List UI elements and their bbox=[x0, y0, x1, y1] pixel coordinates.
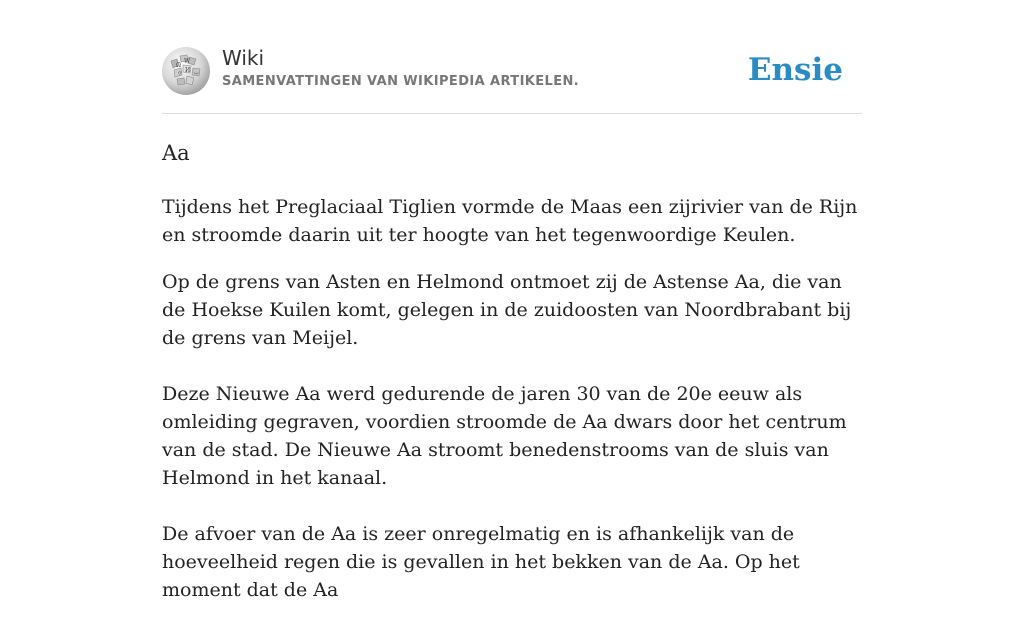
svg-text:ب: ب bbox=[194, 70, 199, 76]
article-content bbox=[162, 136, 866, 623]
site-header bbox=[162, 45, 862, 114]
article-title: Aa bbox=[162, 141, 190, 165]
svg-text:ウ: ウ bbox=[177, 71, 183, 77]
site-tagline: SAMENVATTINGEN VAN WIKIPEDIA ARTIKELEN. bbox=[222, 74, 580, 89]
article-paragraph: Deze Nieuwe Aa werd gedurende de jaren 30 van de 20e eeuw als omleiding gegraven, voordien stroomde de Aa dwars door het centrum van de stad. De Nieuwe Aa stroomt benedenstrooms van de sluis van Helmond in het kanaal. bbox=[162, 383, 847, 489]
article-paragraph: Op de grens van Asten en Helmond ontmoet zij de Astense Aa, die van de Hoekse Kuilen komt, gelegen in de zuidoosten van Noordbrabant bij de grens van Meijel. bbox=[162, 271, 852, 349]
site-name[interactable]: Wiki bbox=[222, 46, 265, 70]
svg-text:И: И bbox=[185, 67, 191, 74]
ensie-logo[interactable]: Ensie bbox=[747, 52, 843, 88]
svg-text:Ω: Ω bbox=[176, 62, 181, 69]
article-paragraph: Tijdens het Preglaciaal Tiglien vormde de Maas een zijrivier van de Rijn en stroomde daarin uit ter hoogte van het tegenwoordige Keulen. bbox=[162, 196, 858, 246]
article-paragraph: De afvoer van de Aa is zeer onregelmatig en is afhankelijk van de hoeveelheid regen die is gevallen in het bekken van de Aa. Op het moment dat de Aa bbox=[162, 523, 800, 601]
svg-text:W: W bbox=[184, 58, 191, 65]
wikipedia-globe-icon[interactable] bbox=[162, 47, 210, 95]
